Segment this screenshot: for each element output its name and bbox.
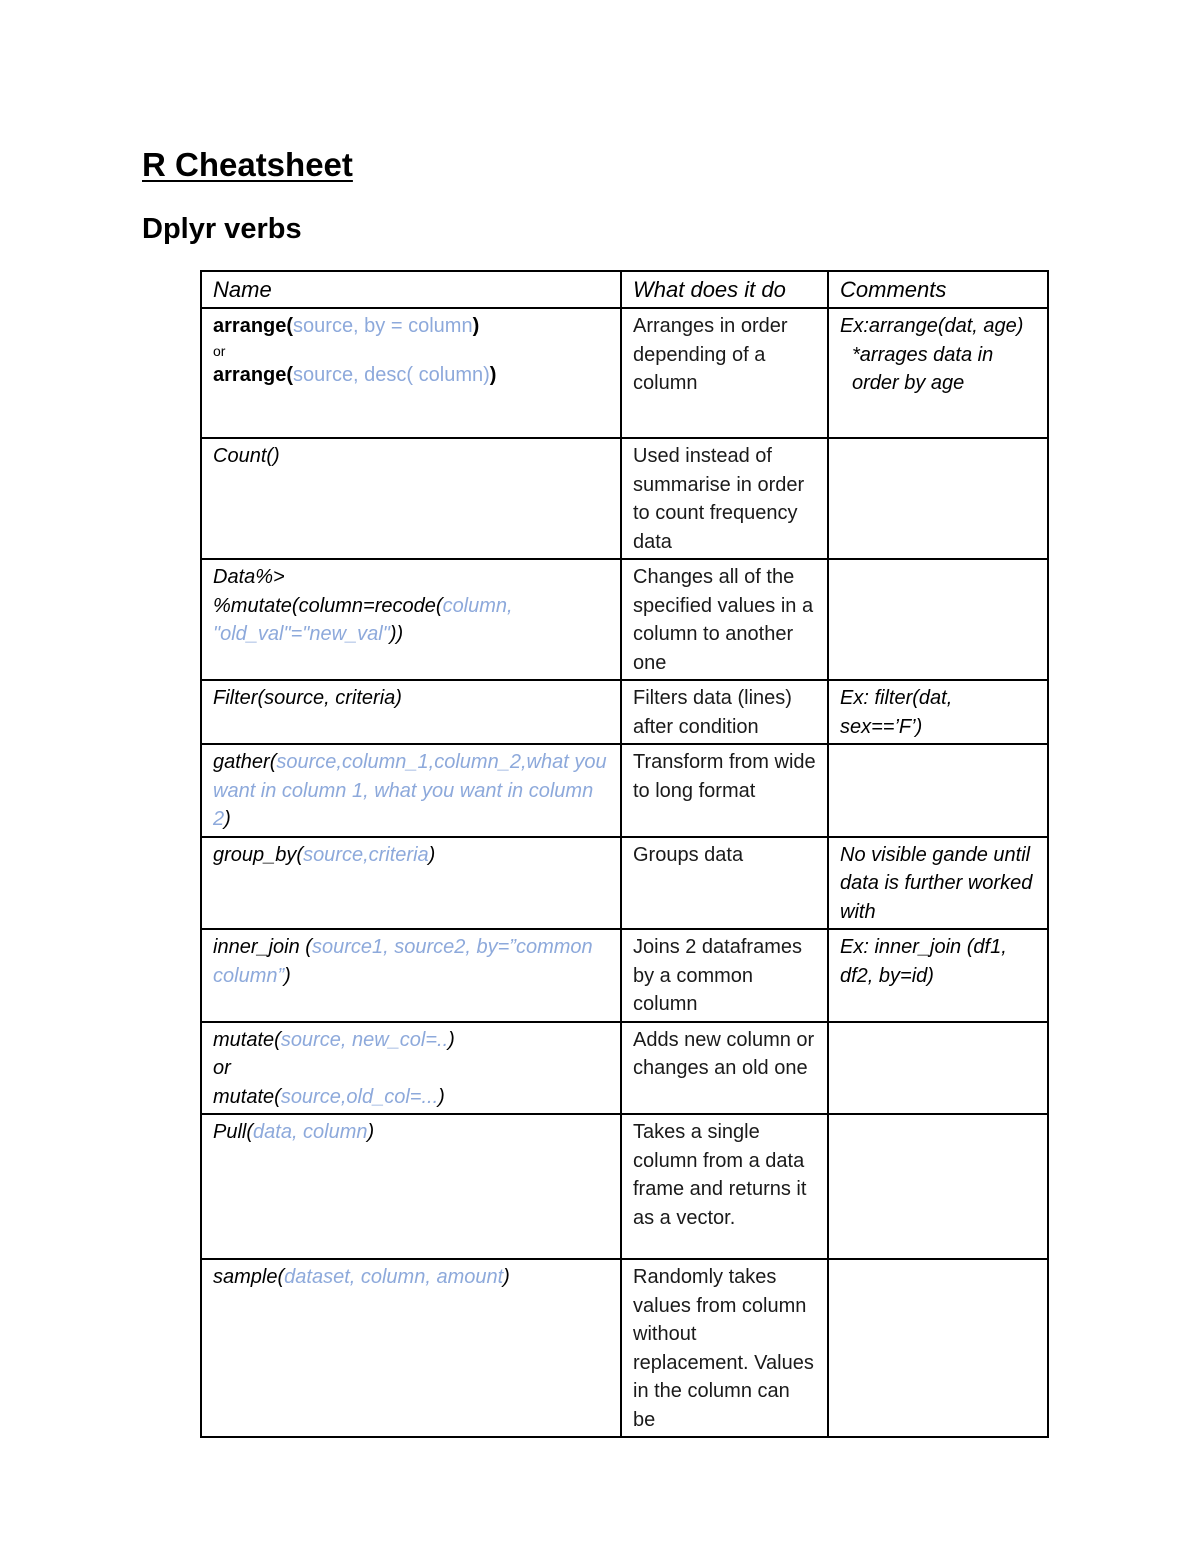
- verb-name-cell: Filter(source, criteria): [201, 680, 621, 744]
- verb-function: gather(: [213, 751, 277, 773]
- verb-name-cell: [201, 837, 621, 930]
- verb-comment-cell: [828, 744, 1048, 837]
- verb-arguments: source, desc( column): [293, 363, 490, 386]
- verb-name-cell: [201, 308, 621, 438]
- verb-description-cell: Adds new column or changes an old one: [621, 1022, 828, 1115]
- column-header-description: What does it do: [621, 271, 828, 308]
- verb-comment-cell: [828, 438, 1048, 559]
- verb-description-cell: Joins 2 dataframes by a common column: [621, 929, 828, 1022]
- table-row: [201, 1114, 1048, 1259]
- or-separator: or: [213, 1057, 231, 1079]
- verb-function: Pull(: [213, 1121, 254, 1143]
- verb-name-cell: Count(): [201, 438, 621, 559]
- section-heading: Dplyr verbs: [142, 213, 302, 245]
- comment-note: *arrages data in order by age: [852, 343, 994, 394]
- verb-description-cell: Takes a single column from a data frame and returns it as a vector.: [621, 1114, 828, 1259]
- verb-comment-cell: [828, 1259, 1048, 1437]
- dplyr-verbs-table: [200, 270, 1049, 1438]
- verb-comment-cell: [828, 559, 1048, 680]
- verb-arguments: data, column: [253, 1121, 368, 1143]
- verb-function: group_by(: [213, 843, 304, 866]
- verb-name-cell: [201, 929, 621, 1022]
- verb-close: ): [438, 1085, 445, 1108]
- verb-description-cell: Filters data (lines) after condition: [621, 680, 828, 744]
- verb-arguments: source1, source2, by=”common column”: [213, 936, 593, 987]
- table-row: [201, 438, 1048, 559]
- verb-close: ): [428, 843, 436, 866]
- verb-comment-cell: No visible gande until data is further worked with: [828, 837, 1048, 930]
- verb-description-cell: Randomly takes values from column without replacement. Values in the column can be: [621, 1259, 828, 1437]
- verb-close: )): [389, 623, 404, 645]
- verb-arguments: column, "old_val"="new_val": [213, 594, 513, 645]
- table-row: [201, 837, 1048, 930]
- verb-function: arrange(: [213, 315, 294, 337]
- verb-description-cell: Transform from wide to long format: [621, 744, 828, 837]
- verb-close: ): [503, 1266, 510, 1288]
- verb-arguments: source,criteria: [303, 843, 429, 866]
- table-row: [201, 1022, 1048, 1115]
- verb-function: inner_join (: [213, 936, 312, 958]
- column-header-name: Name: [201, 271, 621, 308]
- verb-arguments: source, by = column: [293, 315, 473, 337]
- verb-arguments: dataset, column, amount: [284, 1266, 504, 1288]
- table-row: [201, 308, 1048, 438]
- verb-function: arrange(: [213, 363, 294, 386]
- verb-comment-cell: Ex: filter(dat, sex==’F’): [828, 680, 1048, 744]
- verb-name-cell: [201, 559, 621, 680]
- table-header-row: [201, 271, 1048, 308]
- table-row: [201, 559, 1048, 680]
- verb-comment-cell: Ex: inner_join (df1, df2, by=id): [828, 929, 1048, 1022]
- verb-close: ): [284, 964, 291, 987]
- verb-close: ): [448, 1028, 455, 1051]
- verb-pipe: Data%>: [213, 566, 285, 588]
- verb-arguments: source,old_col=...: [280, 1085, 439, 1108]
- comment-example: Ex:arrange(dat, age): [840, 315, 1024, 337]
- verb-close: ): [367, 1121, 375, 1143]
- verb-name-cell: [201, 744, 621, 837]
- verb-description-cell: Arranges in order depending of a column: [621, 308, 828, 438]
- verb-comment-cell: [828, 1022, 1048, 1115]
- verb-close: ): [224, 808, 231, 830]
- verb-arguments: source,column_1,column_2,what you want in column 1, what you want in column 2: [213, 751, 607, 830]
- verb-arguments: source, new_col=..: [280, 1028, 449, 1051]
- verb-function: mutate(: [213, 1028, 281, 1051]
- verb-function: mutate(: [213, 1085, 281, 1108]
- verb-comment-cell: [828, 1114, 1048, 1259]
- verb-function: %mutate(column=recode(: [213, 594, 443, 617]
- verb-name-cell: [201, 1022, 621, 1115]
- verb-function: sample(: [213, 1266, 285, 1288]
- document-title: R Cheatsheet: [142, 146, 353, 183]
- verb-description-cell: Groups data: [621, 837, 828, 930]
- verb-close: ): [472, 315, 480, 337]
- table-row: [201, 929, 1048, 1022]
- verb-name-cell: [201, 1259, 621, 1437]
- table-row: [201, 1259, 1048, 1437]
- verb-comment-cell: [828, 308, 1048, 438]
- or-separator: or: [213, 342, 226, 359]
- column-header-comments: Comments: [828, 271, 1048, 308]
- verb-description-cell: Used instead of summarise in order to count frequency data: [621, 438, 828, 559]
- table-row: [201, 680, 1048, 744]
- verb-close: ): [489, 363, 497, 386]
- verb-description-cell: Changes all of the specified values in a column to another one: [621, 559, 828, 680]
- table-row: [201, 744, 1048, 837]
- verb-name-cell: [201, 1114, 621, 1259]
